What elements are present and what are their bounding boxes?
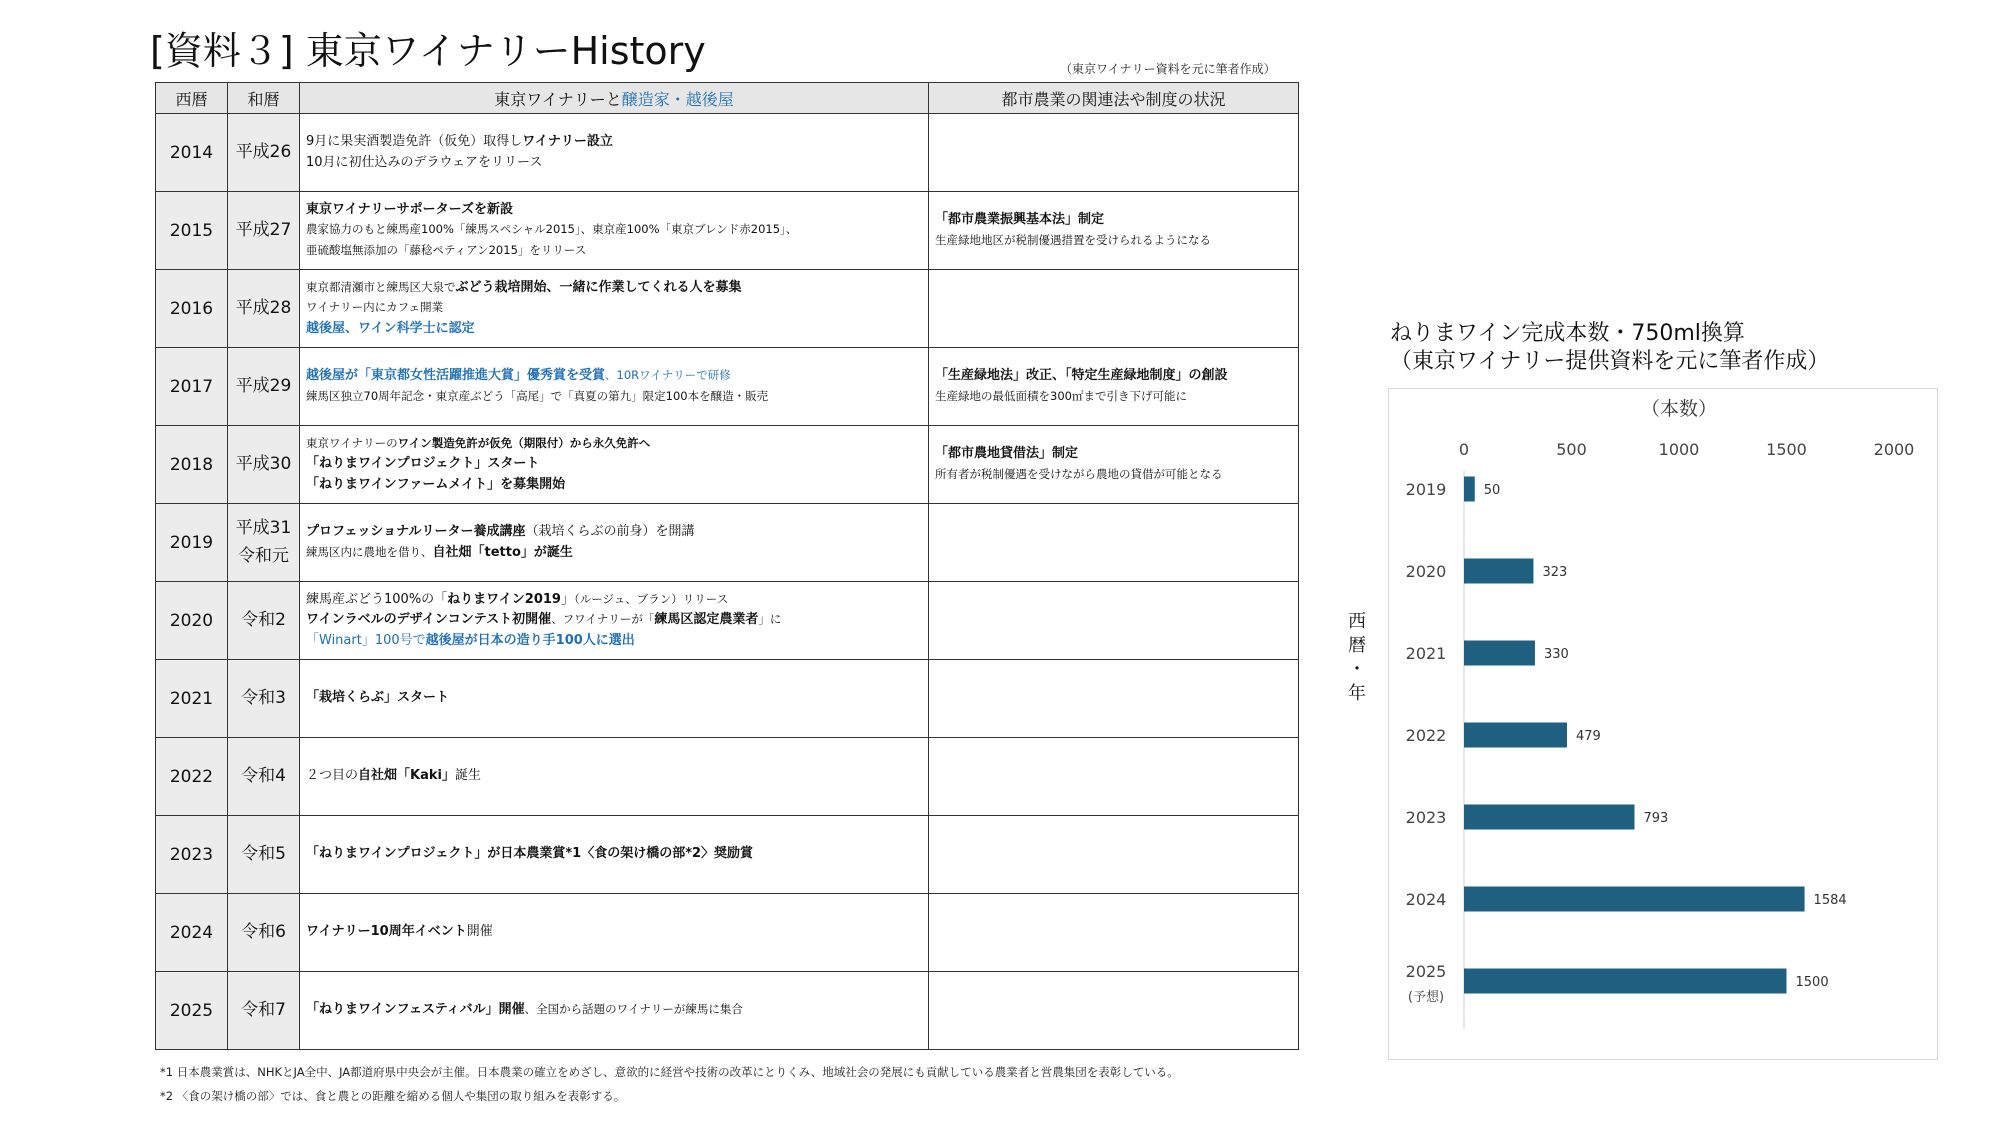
event-line <box>306 688 922 708</box>
bar <box>1464 805 1634 830</box>
laws-cell <box>929 504 1299 582</box>
event-text: 亜硫酸塩無添加の「藤稔ペティアン2015」をリリース <box>306 242 587 257</box>
x-tick-label: 500 <box>1556 440 1587 459</box>
laws-cell <box>929 270 1299 348</box>
event-text: 東京ワイナリーサポーターズを新設 <box>306 202 513 218</box>
event-text: プロフェッショナルリーター養成講座 <box>306 524 526 540</box>
laws-cell <box>929 660 1299 738</box>
table-row <box>156 426 1299 504</box>
law-line <box>935 210 1292 230</box>
table-row <box>156 114 1299 192</box>
year-cell: 2023 <box>156 816 228 894</box>
law-text: 「生産緑地法」改正、「特定生産緑地制度」の創設 <box>935 368 1228 384</box>
y-tick-note: (予想) <box>1407 990 1445 1005</box>
event-text: 練馬区独立70周年記念・東京産ぶどう「高尾」で「真夏の第九」限定100本を醸造・販売 <box>306 388 769 403</box>
x-axis-label: （本数） <box>1640 398 1718 420</box>
y-axis-label-char: 暦 <box>1348 635 1366 656</box>
events-cell <box>300 816 929 894</box>
table-row <box>156 582 1299 660</box>
y-tick-label: 2019 <box>1405 480 1447 499</box>
event-line <box>306 454 922 474</box>
law-text: 「都市農業振興基本法」制定 <box>935 212 1105 228</box>
bar <box>1464 723 1567 748</box>
laws-cell <box>929 426 1299 504</box>
era-text: 令和4 <box>241 765 286 786</box>
event-text: ワインラベルのデザインコンテスト初開催 <box>306 612 552 628</box>
event-text: 、10Rワイナリーで研修 <box>605 368 731 383</box>
laws-cell <box>929 114 1299 192</box>
era-text: 平成30 <box>235 453 292 474</box>
event-line <box>306 1000 922 1020</box>
year-cell: 2017 <box>156 348 228 426</box>
event-line <box>306 278 922 298</box>
event-line <box>306 200 922 220</box>
event-text: 「ねりまワインプロジェクト」スタート <box>306 456 540 472</box>
event-text: ワイナリー設立 <box>522 134 613 150</box>
event-text: 越後屋が日本の造り手100人に選出 <box>425 632 635 648</box>
chart-title: ねりまワイン完成本数・750ml換算 <box>1390 321 1745 346</box>
law-text: 「都市農地貸借法」制定 <box>935 446 1079 462</box>
year-cell: 2020 <box>156 582 228 660</box>
event-text: 越後屋が「東京都女性活躍推進大賞」優秀賞を受賞 <box>306 368 606 384</box>
event-line <box>306 434 922 454</box>
laws-cell <box>929 192 1299 270</box>
events-cell <box>300 114 929 192</box>
event-line <box>306 922 922 942</box>
y-axis-label-char: 西 <box>1348 611 1366 632</box>
x-tick-label: 0 <box>1458 440 1470 459</box>
laws-cell <box>929 582 1299 660</box>
events-cell <box>300 426 929 504</box>
era-text: 平成27 <box>235 219 292 240</box>
events-cell <box>300 192 929 270</box>
event-text: 9月に果実酒製造免許（仮免）取得し <box>306 134 523 150</box>
header-laws: 都市農業の関連法や制度の状況 <box>929 83 1299 114</box>
year-cell: 2019 <box>156 504 228 582</box>
year-cell: 2016 <box>156 270 228 348</box>
event-line <box>306 844 922 864</box>
event-text: 「ねりまワインファームメイト」を募集開始 <box>306 476 566 492</box>
table-row <box>156 816 1299 894</box>
year-cell: 2015 <box>156 192 228 270</box>
y-tick-label: 2024 <box>1405 890 1447 909</box>
law-text: 生産緑地地区が税制優遇措置を受けられるようになる <box>935 232 1211 247</box>
y-tick-label: 2021 <box>1405 644 1447 663</box>
era-cell <box>228 114 300 192</box>
events-cell <box>300 270 929 348</box>
bar <box>1464 887 1805 912</box>
event-text: 越後屋、ワイン科学士に認定 <box>306 320 475 336</box>
event-text: 、フワイナリーが「 <box>551 612 655 627</box>
y-tick-label: 2023 <box>1405 808 1447 827</box>
era-cell <box>228 270 300 348</box>
y-tick-label: 2020 <box>1405 562 1447 581</box>
table-row <box>156 270 1299 348</box>
event-text: 10月に初仕込みのデラウェアをリリース <box>306 154 543 170</box>
data-label: 479 <box>1575 729 1601 744</box>
event-line <box>306 475 922 495</box>
era-cell <box>228 972 300 1050</box>
header-events <box>300 83 929 114</box>
events-cell <box>300 972 929 1050</box>
events-cell <box>300 660 929 738</box>
history-table <box>155 82 1299 1050</box>
x-tick-label: 2000 <box>1873 440 1915 459</box>
y-tick-label: 2022 <box>1405 726 1447 745</box>
event-text: 」に <box>758 612 782 627</box>
table-row <box>156 738 1299 816</box>
chart-subtitle: （東京ワイナリー提供資料を元に筆者作成） <box>1390 349 1830 374</box>
source-note: （東京ワイナリー資料を元に筆者作成） <box>1060 62 1276 76</box>
event-text: 練馬区内に農地を借り、 <box>306 544 433 559</box>
header-year: 西暦 <box>156 83 228 114</box>
era-cell <box>228 504 300 582</box>
event-text: 誕生 <box>454 768 481 784</box>
event-text: 農家協力のもと練馬産100%「練馬スペシャル2015」、東京産100%「東京ブレンド赤2015」、 <box>306 222 798 237</box>
era-cell <box>228 738 300 816</box>
era-text: 令和7 <box>241 999 286 1020</box>
laws-cell <box>929 348 1299 426</box>
bar-chart <box>1389 389 1937 1059</box>
event-line <box>306 610 922 630</box>
event-text: ワイナリー内にカフェ開業 <box>306 300 444 315</box>
event-text: 東京ワイナリーの <box>306 436 398 451</box>
era-cell <box>228 894 300 972</box>
y-axis-label <box>1345 610 1369 706</box>
law-line <box>935 387 1292 407</box>
x-tick-label: 1000 <box>1658 440 1700 459</box>
laws-cell <box>929 894 1299 972</box>
page-title: [資料３] 東京ワイナリーHistory <box>150 29 706 73</box>
event-text: ねりまワイン2019 <box>447 592 561 608</box>
event-text: 練馬産ぶどう100%の「 <box>306 592 448 608</box>
event-text: （栽培くらぶの前身）を開講 <box>525 524 695 540</box>
era-cell <box>228 816 300 894</box>
event-text: 自社畑「tetto」が誕生 <box>432 544 573 560</box>
event-text: 自社畑「Kaki」 <box>358 768 455 784</box>
era-text: 令和元 <box>238 545 289 566</box>
era-cell <box>228 426 300 504</box>
bar <box>1464 477 1475 502</box>
era-text: 令和5 <box>241 843 286 864</box>
laws-cell <box>929 738 1299 816</box>
chart-area <box>1388 388 1938 1060</box>
chart-title-block <box>1390 320 1829 376</box>
era-cell <box>228 348 300 426</box>
law-line <box>935 444 1292 464</box>
event-text: 東京都清瀬市と練馬区大泉で <box>306 280 456 295</box>
y-axis-label-char: ・ <box>1348 659 1366 680</box>
bar <box>1464 559 1533 584</box>
era-text: 平成28 <box>235 297 292 318</box>
event-line <box>306 220 922 240</box>
event-text: ぶどう栽培開始、一緒に作業してくれる人を募集 <box>455 280 742 296</box>
footnote-2: *2 〈食の架け橋の部〉では、食と農との距離を縮める個人や集団の取り組みを表彰する。 <box>160 1089 626 1103</box>
event-text: 」 <box>560 592 574 608</box>
table-row <box>156 972 1299 1050</box>
events-cell <box>300 582 929 660</box>
events-cell <box>300 894 929 972</box>
event-text: 、全国から話題のワイナリーが練馬に集合 <box>524 1002 743 1017</box>
year-cell: 2021 <box>156 660 228 738</box>
table-row <box>156 192 1299 270</box>
table-row <box>156 660 1299 738</box>
y-tick-label: 2025 <box>1405 962 1447 981</box>
event-line <box>306 153 922 173</box>
event-text: ワイナリー10周年イベント <box>306 924 467 940</box>
event-line <box>306 298 922 318</box>
event-text: 「ねりまワインフェスティバル」開催 <box>306 1002 525 1018</box>
year-cell: 2018 <box>156 426 228 504</box>
data-label: 330 <box>1543 647 1569 662</box>
footnote-1: *1 日本農業賞は、NHKとJA全中、JA都道府県中央会が主催。日本農業の確立をめざし、意欲的に経営や技術の改革にとりくみ、地域社会の発展にも貢献している農業者と営農集団を表彰している。 <box>160 1065 1179 1079</box>
data-label: 1584 <box>1813 893 1847 908</box>
data-label: 1500 <box>1795 975 1829 990</box>
data-label: 50 <box>1483 483 1501 498</box>
data-label: 793 <box>1643 811 1669 826</box>
event-text: 「Winart」100号で <box>306 632 426 648</box>
event-line <box>306 319 922 339</box>
event-line <box>306 631 922 651</box>
era-text: 平成31 <box>235 518 292 539</box>
law-line <box>935 465 1292 485</box>
era-cell <box>228 582 300 660</box>
event-line <box>306 766 922 786</box>
events-cell <box>300 738 929 816</box>
header-events-highlight: 醸造家・越後屋 <box>621 89 734 109</box>
table-row <box>156 504 1299 582</box>
laws-cell <box>929 972 1299 1050</box>
table-header-row <box>156 83 1299 114</box>
events-cell <box>300 348 929 426</box>
event-text: 練馬区認定農業者 <box>654 612 759 628</box>
era-cell <box>228 192 300 270</box>
era-text: 令和3 <box>241 687 286 708</box>
event-line <box>306 366 922 386</box>
law-line <box>935 231 1292 251</box>
bar <box>1464 969 1787 994</box>
era-text: 令和2 <box>241 609 286 630</box>
law-text: 生産緑地の最低面積を300㎡まで引き下げ可能に <box>935 388 1187 403</box>
year-cell: 2024 <box>156 894 228 972</box>
event-line <box>306 522 922 542</box>
data-label: 323 <box>1542 565 1568 580</box>
laws-cell <box>929 816 1299 894</box>
table-row <box>156 348 1299 426</box>
era-text: 令和6 <box>241 921 286 942</box>
y-axis-label-char: 年 <box>1348 683 1366 704</box>
header-events-prefix: 東京ワイナリーと <box>494 89 622 109</box>
header-era: 和暦 <box>228 83 300 114</box>
event-line <box>306 241 922 261</box>
event-line <box>306 543 922 563</box>
event-text: （ルージュ、ブラン）リリース <box>573 592 729 607</box>
event-line <box>306 132 922 152</box>
era-text: 平成26 <box>235 141 292 162</box>
law-line <box>935 366 1292 386</box>
event-line <box>306 590 922 610</box>
x-tick-label: 1500 <box>1766 440 1807 459</box>
year-cell: 2014 <box>156 114 228 192</box>
events-cell <box>300 504 929 582</box>
event-line <box>306 387 922 407</box>
event-text: ２つ目の <box>306 768 359 784</box>
law-text: 所有者が税制優遇を受けながら農地の貸借が可能となる <box>935 466 1223 481</box>
bar <box>1464 641 1535 666</box>
event-text: 「栽培くらぶ」スタート <box>306 690 450 706</box>
table-row <box>156 894 1299 972</box>
table-body <box>156 114 1299 1050</box>
event-text: 開催 <box>466 924 493 940</box>
year-cell: 2022 <box>156 738 228 816</box>
event-text: ワイン製造免許が仮免（期限付）から永久免許へ <box>397 436 651 451</box>
era-text: 平成29 <box>235 375 292 396</box>
year-cell: 2025 <box>156 972 228 1050</box>
era-cell <box>228 660 300 738</box>
event-text: 「ねりまワインプロジェクト」が日本農業賞*1〈食の架け橋の部*2〉奨励賞 <box>306 846 754 862</box>
